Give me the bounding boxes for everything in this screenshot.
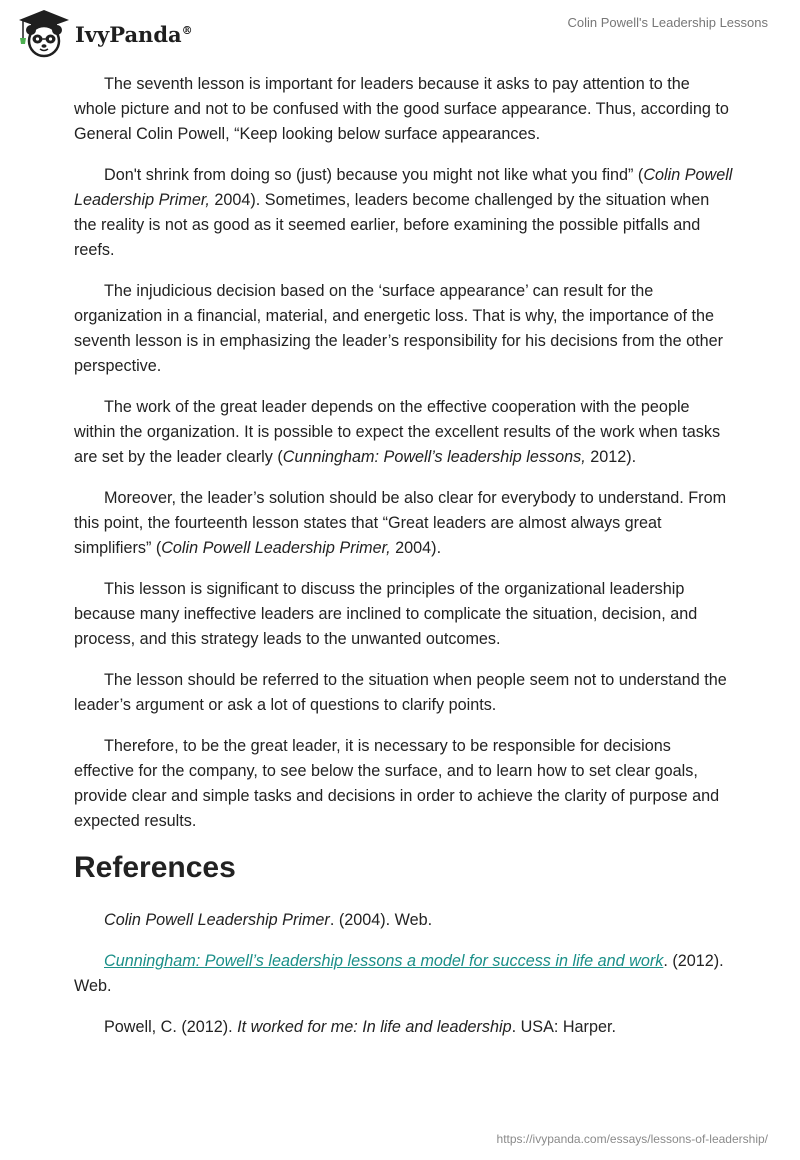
cited-work-title: Colin Powell Leadership Primer, [74,166,733,209]
reference-item: Cunningham: Powell’s leadership lessons a model for success in life and work. (2012). Web. [74,952,724,995]
logo-wordmark: IvyPanda® [75,21,193,47]
paragraph-text: The lesson should be referred to the situation when people seem not to understand the leader’s argument or ask a lot of questions to clarify points. [74,671,727,714]
ivypanda-logo[interactable] [15,8,193,58]
body-paragraph [74,577,734,652]
source-url[interactable]: https://ivypanda.com/essays/lessons-of-leadership/ [496,1132,768,1146]
paragraph-text: Therefore, to be the great leader, it is necessary to be responsible for decisions effective for the company, to see below the surface, and to learn how to set clear goals, provide clear and simple tasks and decisions in order to achieve the clarity of purpose and expected results. [74,737,720,830]
cited-work-title: Cunningham: Powell’s leadership lessons, [282,448,586,466]
body-paragraph [74,734,734,834]
body-paragraph [74,163,734,263]
panda-graduate-icon [15,8,73,58]
body-paragraph [74,72,734,147]
paragraph-text: 2004). Sometimes, leaders become challenged by the situation when the reality is not as good as it seemed earlier, before examining the possible pitfalls and reefs. [74,191,710,259]
running-title: Colin Powell's Leadership Lessons [567,15,768,30]
paragraph-text: Don't shrink from doing so (just) because you might not like what you find” ( [104,166,644,184]
paragraph-text: The work of the great leader depends on the effective cooperation with the people within the organization. It is possible to expect the excellent results of the work when tasks are set by the leader clearly ( [74,398,721,466]
reference-item: Powell, C. (2012). It worked for me: In life and leadership. USA: Harper. [104,1018,616,1036]
reference-title: It worked for me: In life and leadership [237,1018,512,1036]
paragraph-text: The injudicious decision based on the ‘surface appearance’ can result for the organization in a financial, material, and energetic loss. That is why, the importance of the seventh lesson is in emphasizing the leader’s responsibility for his decisions from the other perspective. [74,282,724,375]
reference-item: Colin Powell Leadership Primer. (2004). Web. [104,911,433,929]
reference-title: Colin Powell Leadership Primer [104,911,330,929]
page-header [0,0,800,70]
cited-work-title: Colin Powell Leadership Primer, [161,539,391,557]
essay-body [74,72,734,834]
paragraph-text: 2012). [585,448,637,466]
paragraph-text: Moreover, the leader’s solution should be also clear for everybody to understand. From this point, the fourteenth lesson states that “Great leaders are almost always great simplifiers” ( [74,489,727,557]
body-paragraph [74,279,734,379]
paragraph-text: This lesson is significant to discuss the principles of the organizational leadership because many ineffective leaders are inclined to complicate the situation, decision, and process, and this strategy leads to the unwanted outcomes. [74,580,698,648]
reference-link[interactable]: Cunningham: Powell’s leadership lessons a model for success in life and work [104,952,664,970]
paragraph-text: 2004). [390,539,442,557]
body-paragraph [74,486,734,561]
body-paragraph [74,395,734,470]
references-heading: References [74,851,236,884]
essay-content [74,72,734,1056]
body-paragraph [74,668,734,718]
paragraph-text: The seventh lesson is important for leaders because it asks to pay attention to the whole picture and not to be confused with the good surface appearance. Thus, according to General Colin Powell, “Keep looking below surface appearances. [74,75,729,143]
